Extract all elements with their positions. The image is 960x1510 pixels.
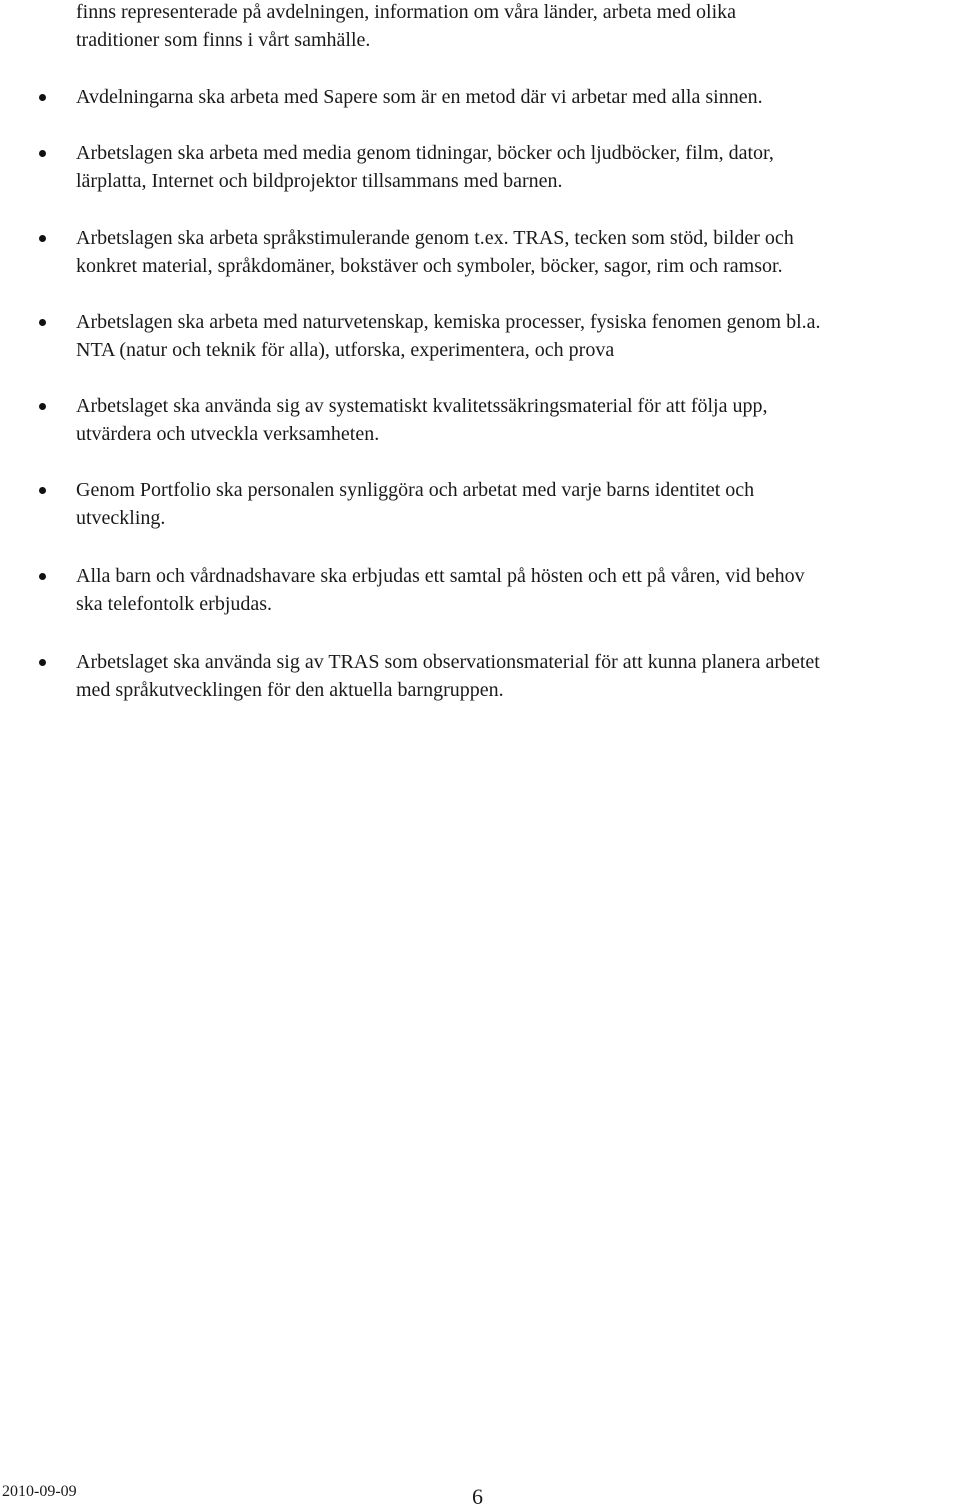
- list-item-line: Arbetslagen ska arbeta med naturvetenskap, kemiska processer, fysiska fenomen genom bl.a.: [76, 311, 821, 333]
- list-item-line: Arbetslaget ska använda sig av TRAS som observationsmaterial för att kunna planera arbetet: [76, 651, 820, 673]
- bullet-icon: [39, 487, 46, 494]
- list-item: [76, 476, 956, 532]
- list-item-line: med språkutvecklingen för den aktuella barngruppen.: [76, 679, 504, 701]
- footer-date: 2010-09-09: [2, 1483, 77, 1500]
- list-item-line: ska telefontolk erbjudas.: [76, 593, 273, 615]
- bullet-icon: [39, 319, 46, 326]
- list-item: [76, 139, 956, 195]
- bullet-icon: [39, 573, 46, 580]
- bullet-icon: [39, 150, 46, 157]
- list-item: [76, 83, 956, 111]
- list-item-line: utveckling.: [76, 507, 166, 529]
- list-item-line: Arbetslagen ska arbeta språkstimulerande genom t.ex. TRAS, tecken som stöd, bilder och: [76, 227, 794, 249]
- paragraph-line: traditioner som finns i vårt samhälle.: [76, 29, 371, 51]
- list-item: [76, 648, 956, 704]
- list-item: [76, 224, 956, 280]
- list-item-line: lärplatta, Internet och bildprojektor tillsammans med barnen.: [76, 170, 563, 192]
- list-item-line: Avdelningarna ska arbeta med Sapere som är en metod där vi arbetar med alla sinnen.: [76, 86, 763, 108]
- bullet-icon: [39, 403, 46, 410]
- paragraph-line: finns representerade på avdelningen, information om våra länder, arbeta med olika: [76, 1, 737, 23]
- list-item: [76, 392, 956, 448]
- list-item: [76, 308, 956, 364]
- bullet-icon: [39, 94, 46, 101]
- list-item-line: Arbetslagen ska arbeta med media genom tidningar, böcker och ljudböcker, film, dator,: [76, 142, 774, 164]
- list-item: [76, 562, 956, 618]
- list-item-line: Arbetslaget ska använda sig av systematiskt kvalitetssäkringsmaterial för att följa upp,: [76, 395, 768, 417]
- intro-paragraph: [76, 0, 956, 54]
- bullet-icon: [39, 235, 46, 242]
- list-item-line: utvärdera och utveckla verksamheten.: [76, 423, 380, 445]
- list-item-line: Alla barn och vårdnadshavare ska erbjudas ett samtal på hösten och ett på våren, vid behov: [76, 565, 805, 587]
- list-item-line: konkret material, språkdomäner, bokstäver och symboler, böcker, sagor, rim och ramsor.: [76, 255, 783, 277]
- list-item-line: Genom Portfolio ska personalen synliggöra och arbetat med varje barns identitet och: [76, 479, 755, 501]
- page-number: 6: [472, 1484, 483, 1509]
- list-item-line: NTA (natur och teknik för alla), utforska, experimentera, och prova: [76, 339, 615, 361]
- bullet-icon: [39, 659, 46, 666]
